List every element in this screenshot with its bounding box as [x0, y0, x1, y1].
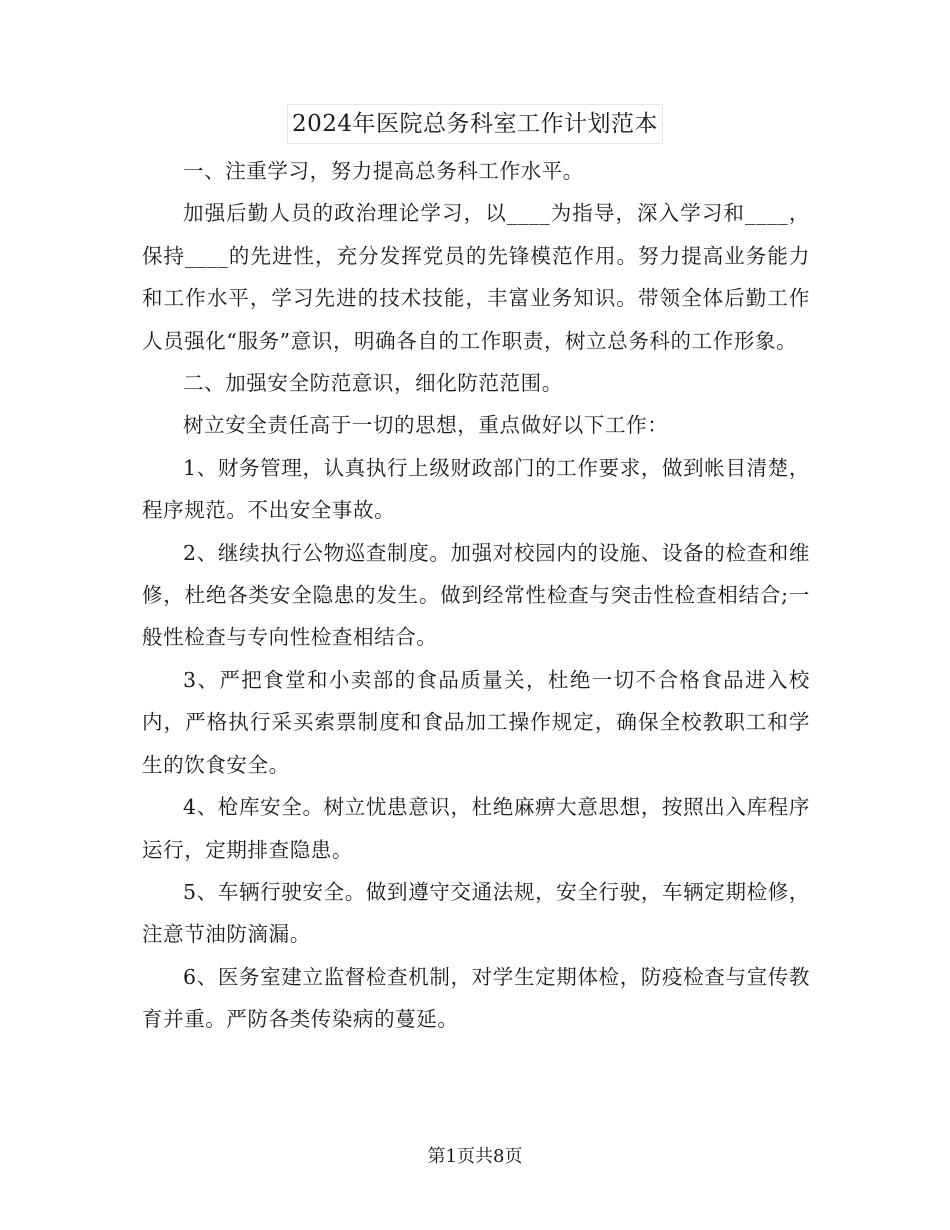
list-item-inspection: 2、继续执行公物巡查制度。加强对校园内的设施、设备的检查和维修，杜绝各类安全隐患的发生。做到经常性检查与突击性检查相结合;一般性检查与专向性检查相结合。 [142, 540, 810, 650]
list-item-armory: 4、枪库安全。树立忧患意识，杜绝麻痹大意思想，按照出入库程序运行，定期排查隐患。 [142, 795, 810, 862]
document-body [142, 150, 810, 1041]
page-number: 第1页共8页 [427, 1146, 523, 1167]
document-title: 2024年医院总务科室工作计划范本 [287, 104, 663, 144]
section-heading-1: 一、注重学习，努力提高总务科工作水平。 [183, 159, 584, 183]
list-item-finance: 1、财务管理，认真执行上级财政部门的工作要求，做到帐目清楚，程序规范。不出安全事故。 [142, 455, 810, 523]
section-heading-2: 二、加强安全防范意识，细化防范范围。 [183, 371, 563, 396]
paragraph-study: 加强后勤人员的政治理论学习，以____为指导，深入学习和____，保持____的先进性，充分发挥党员的先锋模范作用。努力提高业务能力和工作水平，学习先进的技术技能，丰富业务知识。带领全体后勤工作人员强化“服务”意识，明确各自的工作职责，树立总务科的工作形象。 [142, 201, 810, 353]
document-title-wrapper [0, 104, 950, 144]
list-item-food: 3、严把食堂和小卖部的食品质量关，杜绝一切不合格食品进入校内，严格执行采买索票制度和食品加工操作规定，确保全校教职工和学生的饮食安全。 [142, 667, 810, 777]
list-item-vehicle: 5、车辆行驶安全。做到遵守交通法规，安全行驶，车辆定期检修，注意节油防滴漏。 [142, 879, 810, 947]
paragraph-safety-intro: 树立安全责任高于一切的思想，重点做好以下工作： [183, 413, 669, 438]
list-item-medical: 6、医务室建立监督检查机制，对学生定期体检，防疫检查与宣传教育并重。严防各类传染病的蔓延。 [142, 964, 810, 1032]
